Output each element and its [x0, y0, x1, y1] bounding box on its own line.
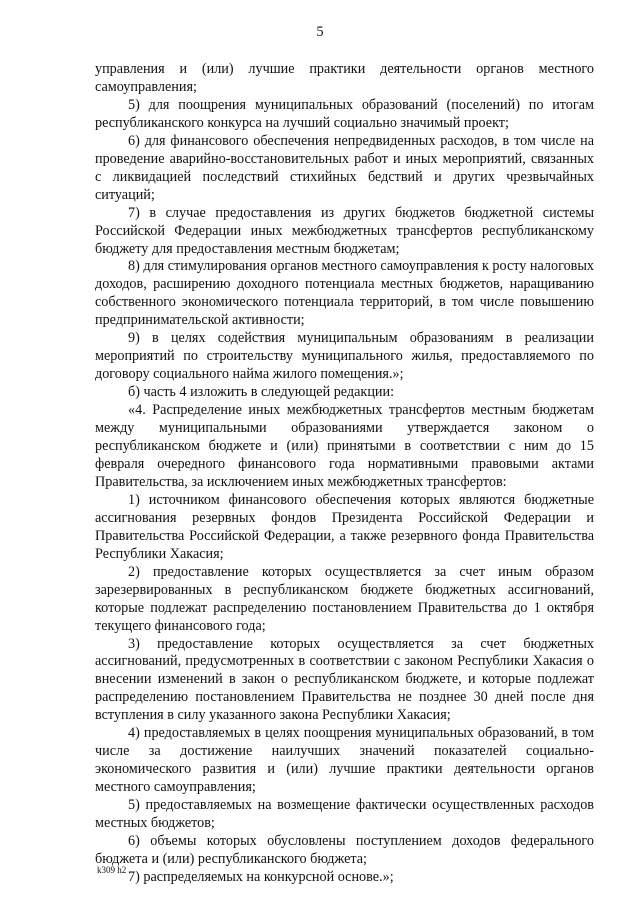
paragraph-item-6: 6) для финансового обеспечения непредвиденных расходов, в том числе на проведение аварийно-восстановительных работ и иных мероприятий, связанных с ликвидацией последствий стихийных бедствий и других чрезвычайных ситуаций;: [95, 132, 594, 203]
paragraph-exception-1: 1) источником финансового обеспечения которых являются бюджетные ассигнования резервных фондов Президента Российской Федерации и Правительства Российской Федерации, а также резервного фонда Правительства Республики Хакасия;: [95, 491, 594, 562]
paragraph-exception-4: 4) предоставляемых в целях поощрения муниципальных образований, в том числе за достижение наилучших значений показателей социально-экономического развития и (или) лучшие практики деятельности органов местного самоуправления;: [95, 725, 594, 796]
paragraph-exception-3: 3) предоставление которых осуществляется за счет бюджетных ассигнований, предусмотренных в соответствии с законом Республики Хакасия о внесении изменений в закон о республиканском бюджете, и которые подлежат распределению постановлением Правительства не позднее 30 дней после дня вступления в силу указанного закона Республики Хакасия;: [95, 635, 594, 724]
paragraph-item-9: 9) в целях содействия муниципальным образованиям в реализации мероприятий по строительству муниципального жилья, предоставляемого по договору социального найма жилого помещения.»;: [95, 330, 594, 383]
document-code: k309 h2: [97, 865, 127, 875]
paragraph-item-7: 7) в случае предоставления из других бюджетов бюджетной системы Российской Федерации иных межбюджетных трансфертов республиканскому бюджету для предоставления местным бюджетам;: [95, 204, 594, 257]
paragraph-b: б) часть 4 изложить в следующей редакции:: [128, 384, 395, 401]
paragraph-exception-7: 7) распределяемых на конкурсной основе.»;: [128, 868, 394, 885]
paragraph-item-8: 8) для стимулирования органов местного самоуправления к росту налоговых доходов, расширению доходного потенциала местных бюджетов, наращиванию собственного экономического потенциала территорий, в том числе повышению предпринимательской активности;: [95, 258, 594, 329]
document-body: [95, 61, 594, 887]
page-number: 5: [316, 24, 324, 40]
paragraph-continuation: управления и (или) лучшие практики деятельности органов местного самоуправления;: [95, 61, 594, 95]
paragraph-exception-5: 5) предоставляемых на возмещение фактически осуществленных расходов местных бюджетов;: [95, 797, 594, 832]
paragraph-exception-6: 6) объемы которых обусловлены поступлением доходов федерального бюджета и (или) республиканского бюджета;: [95, 832, 594, 867]
paragraph-exception-2: 2) предоставление которых осуществляется за счет иным образом зарезервированных в республиканском бюджете бюджетных ассигнований, которые подлежат распределению постановлением Правительства до 1 октября текущего финансового года;: [95, 563, 594, 634]
paragraph-item-5: 5) для поощрения муниципальных образований (поселений) по итогам республиканского конкурса на лучший социально значимый проект;: [95, 96, 594, 131]
paragraph-part-4: «4. Распределение иных межбюджетных трансфертов местным бюджетам между муниципальными образованиями утверждается законом о республиканском бюджете и (или) принятыми в соответствии с ним до 15 февраля очередного финансового года нормативными правовыми актами Правительства, за исключением иных межбюджетных трансфертов:: [95, 402, 594, 490]
